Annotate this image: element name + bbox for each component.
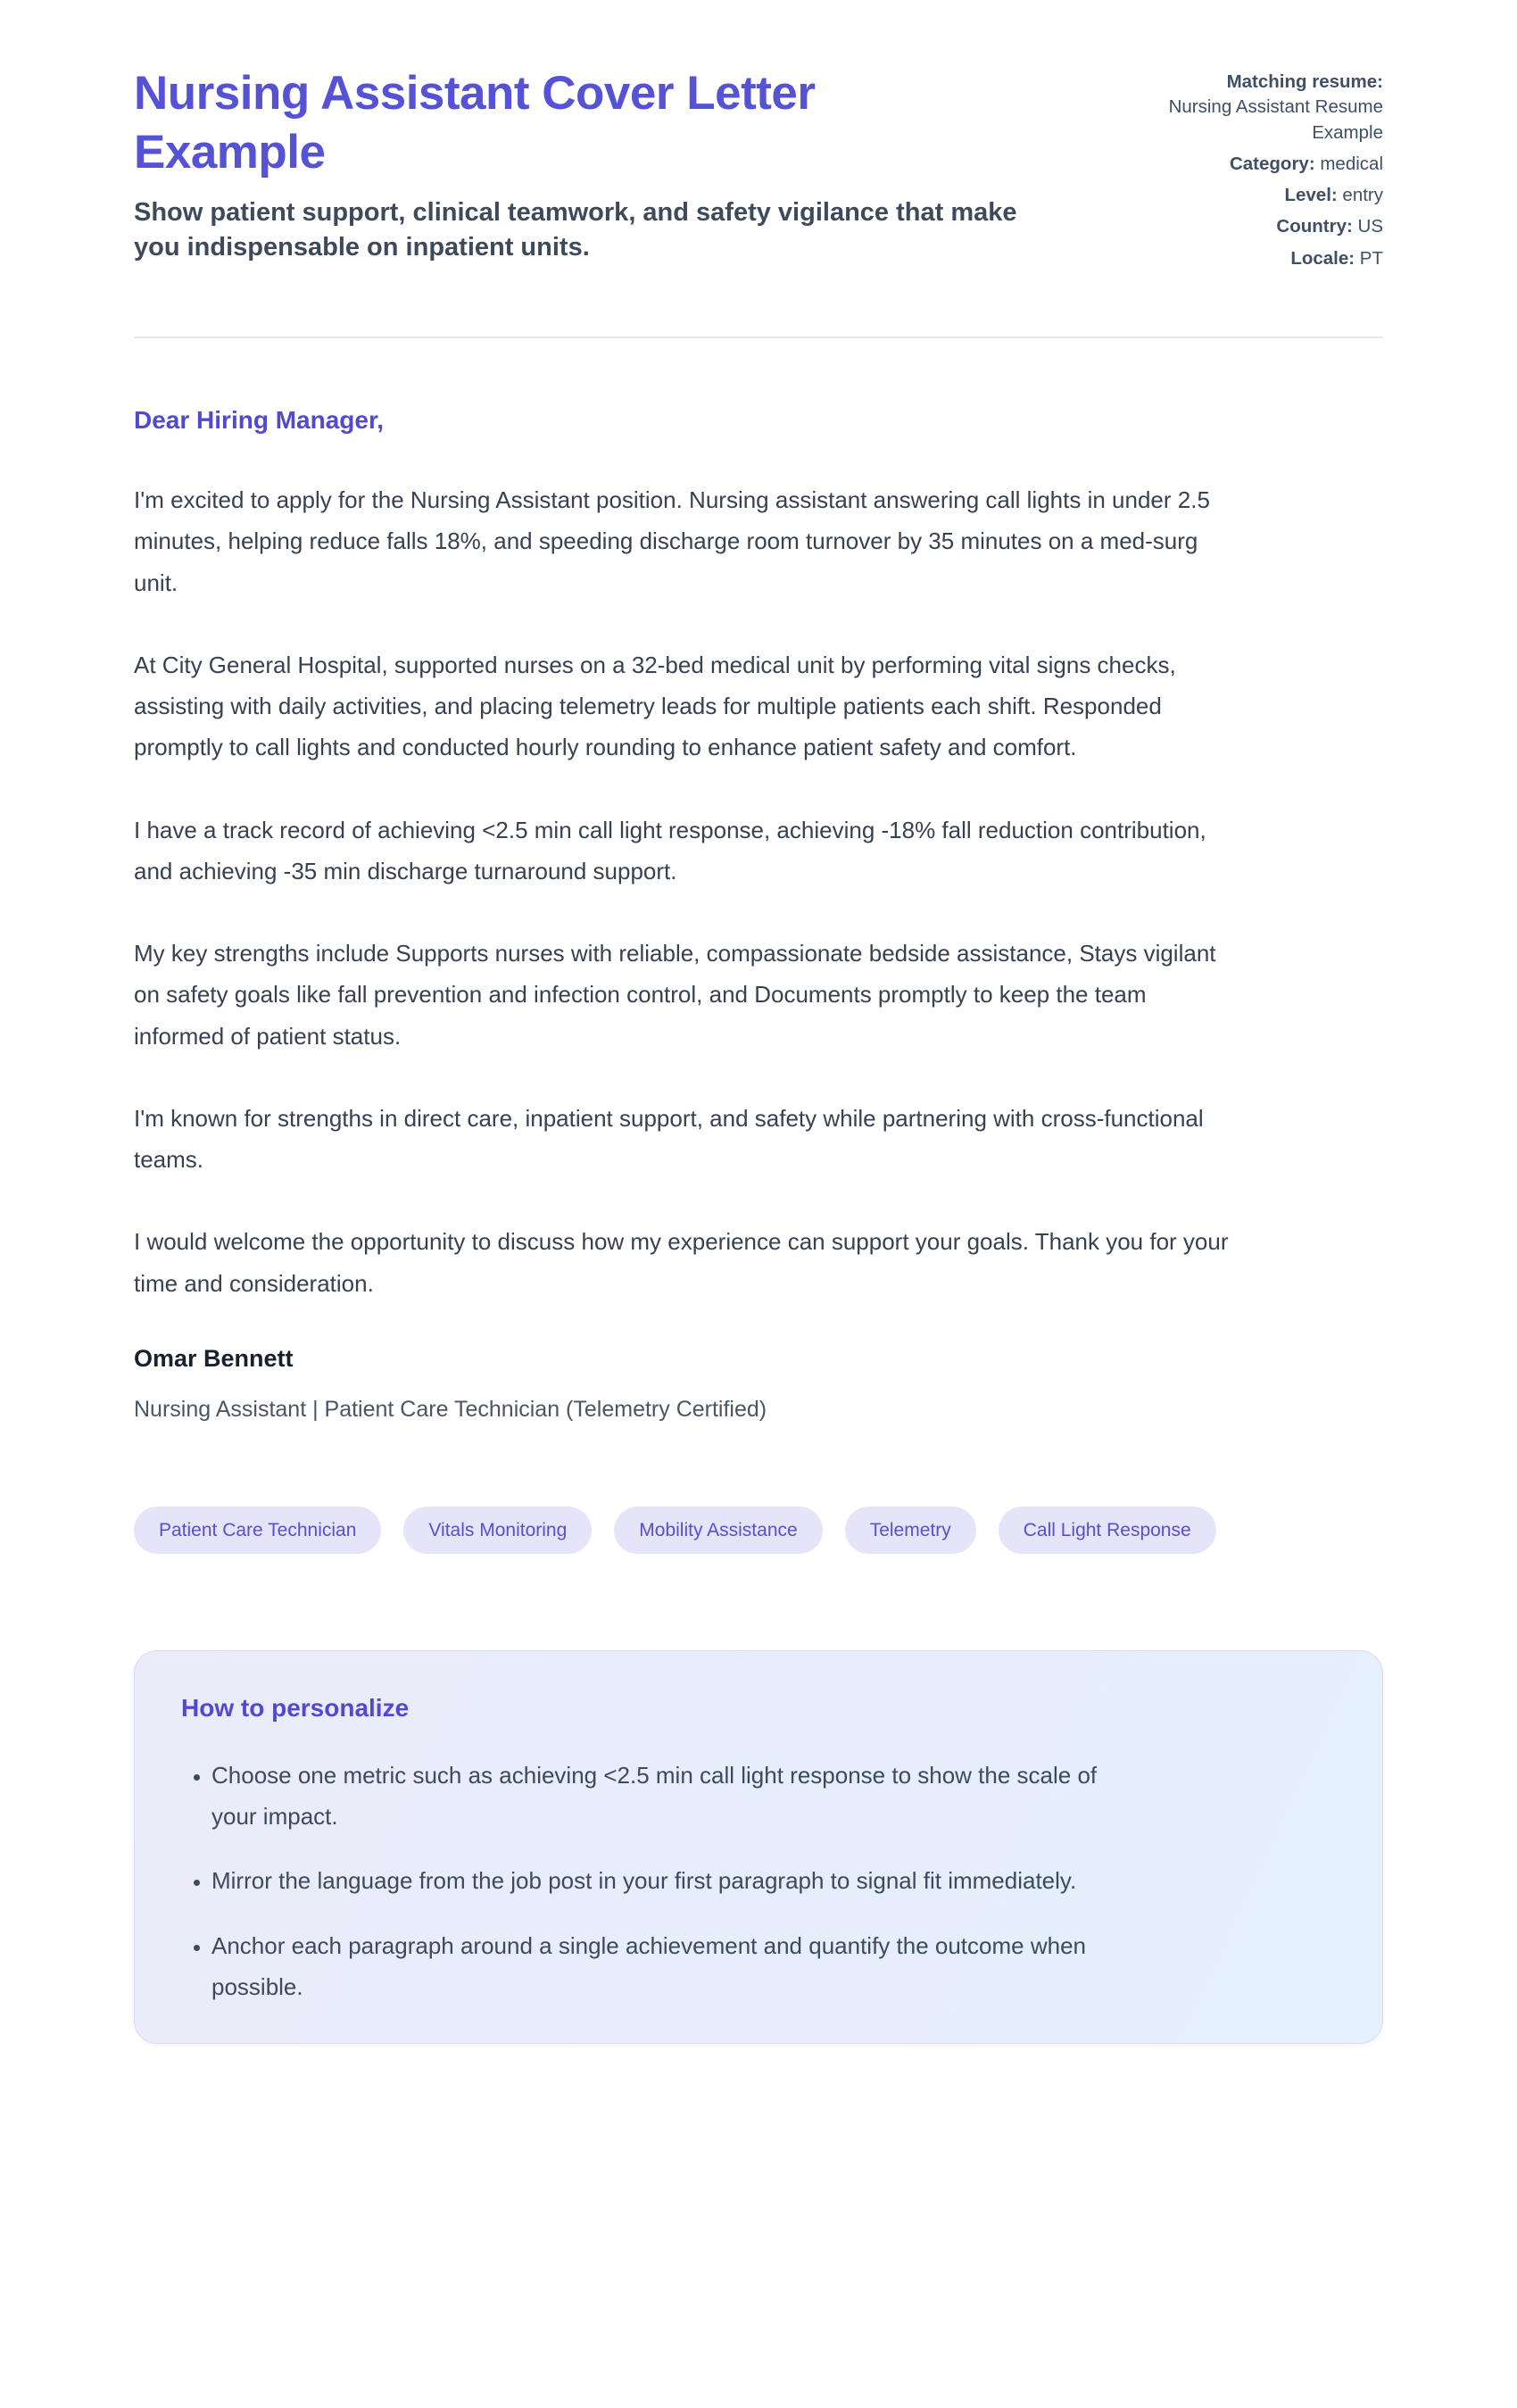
meta-country-label: Country: (1276, 216, 1353, 237)
signature-name: Omar Bennett (134, 1344, 294, 1372)
meta-matching-resume (1151, 70, 1383, 145)
meta-category-value: medical (1320, 153, 1383, 174)
letter-paragraph: I have a track record of achieving <2.5 min call light response, achieving -18% fall reduction contribution, and achieving -35 min discharge turnaround support. (134, 816, 1206, 884)
meta-level-value: entry (1342, 185, 1383, 206)
skill-tag[interactable]: Mobility Assistance (614, 1507, 822, 1554)
page-subtitle: Show patient support, clinical teamwork, and safety vigilance that make you indispensable on inpatient units. (134, 198, 1017, 262)
personalize-tips-list (181, 1755, 1336, 2007)
page-title: Nursing Assistant Cover Letter Example (134, 67, 816, 179)
letter-paragraph: I'm known for strengths in direct care, inpatient support, and safety while partnering with cross-functional teams. (134, 1104, 1204, 1174)
meta-matching-resume-value: Nursing Assistant Resume Example (1168, 96, 1383, 143)
meta-category-label: Category: (1229, 153, 1315, 174)
cover-letter-body (134, 406, 1383, 1423)
personalize-tip: • Mirror the language from the job post in your first paragraph to signal fit immediately. (211, 1860, 1131, 1901)
skill-tag[interactable]: Vitals Monitoring (403, 1507, 592, 1554)
header-text-block (134, 64, 1115, 265)
skill-tag[interactable]: Call Light Response (999, 1507, 1216, 1554)
meta-category (1151, 152, 1383, 177)
header (134, 64, 1383, 278)
letter-paragraph: I'm excited to apply for the Nursing Assistant position. Nursing assistant answering call lights in under 2.5 minutes, helping reduce falls 18%, and speeding discharge room turnover by 35 minutes on a med-surg unit. (134, 486, 1210, 596)
meta-level-label: Level: (1284, 185, 1338, 206)
meta-locale (1151, 246, 1383, 271)
skill-tag[interactable]: Patient Care Technician (134, 1507, 381, 1554)
letter-paragraph: My key strengths include Supports nurses with reliable, compassionate bedside assistance, Stays vigilant on safety goals like fall prevention and infection control, and Documents promptly to keep the team informed of patient status. (134, 940, 1216, 1050)
personalize-tip: • Anchor each paragraph around a single achievement and quantify the outcome when possible. (211, 1925, 1131, 2008)
meta-locale-value: PT (1359, 247, 1383, 269)
meta-country (1151, 214, 1383, 239)
skill-tags-row (134, 1507, 1383, 1554)
meta-locale-label: Locale: (1290, 247, 1355, 269)
skill-tag[interactable]: Telemetry (845, 1507, 976, 1554)
how-to-personalize-card (134, 1650, 1383, 2044)
personalize-tip: • Choose one metric such as achieving <2.5 min call light response to show the scale of your impact. (211, 1755, 1131, 1838)
signature-role: Nursing Assistant | Patient Care Technician (Telemetry Certified) (134, 1396, 767, 1422)
meta-matching-resume-label: Matching resume: (1226, 71, 1383, 92)
letter-paragraph: I would welcome the opportunity to discuss how my experience can support your goals. Thank you for your time and consideration. (134, 1228, 1229, 1297)
personalize-heading: How to personalize (181, 1693, 410, 1722)
meta-country-value: US (1357, 216, 1383, 237)
resume-meta-panel (1151, 70, 1383, 278)
letter-greeting: Dear Hiring Manager, (134, 405, 385, 434)
meta-level (1151, 183, 1383, 208)
signature-block (134, 1345, 1383, 1423)
header-divider (134, 336, 1383, 338)
letter-paragraph: At City General Hospital, supported nurses on a 32-bed medical unit by performing vital signs checks, assisting with daily activities, and placing telemetry leads for multiple patients each shift. Responded promptly to call lights and conducted hourly rounding to enhance patient safety and comfort. (134, 651, 1176, 761)
